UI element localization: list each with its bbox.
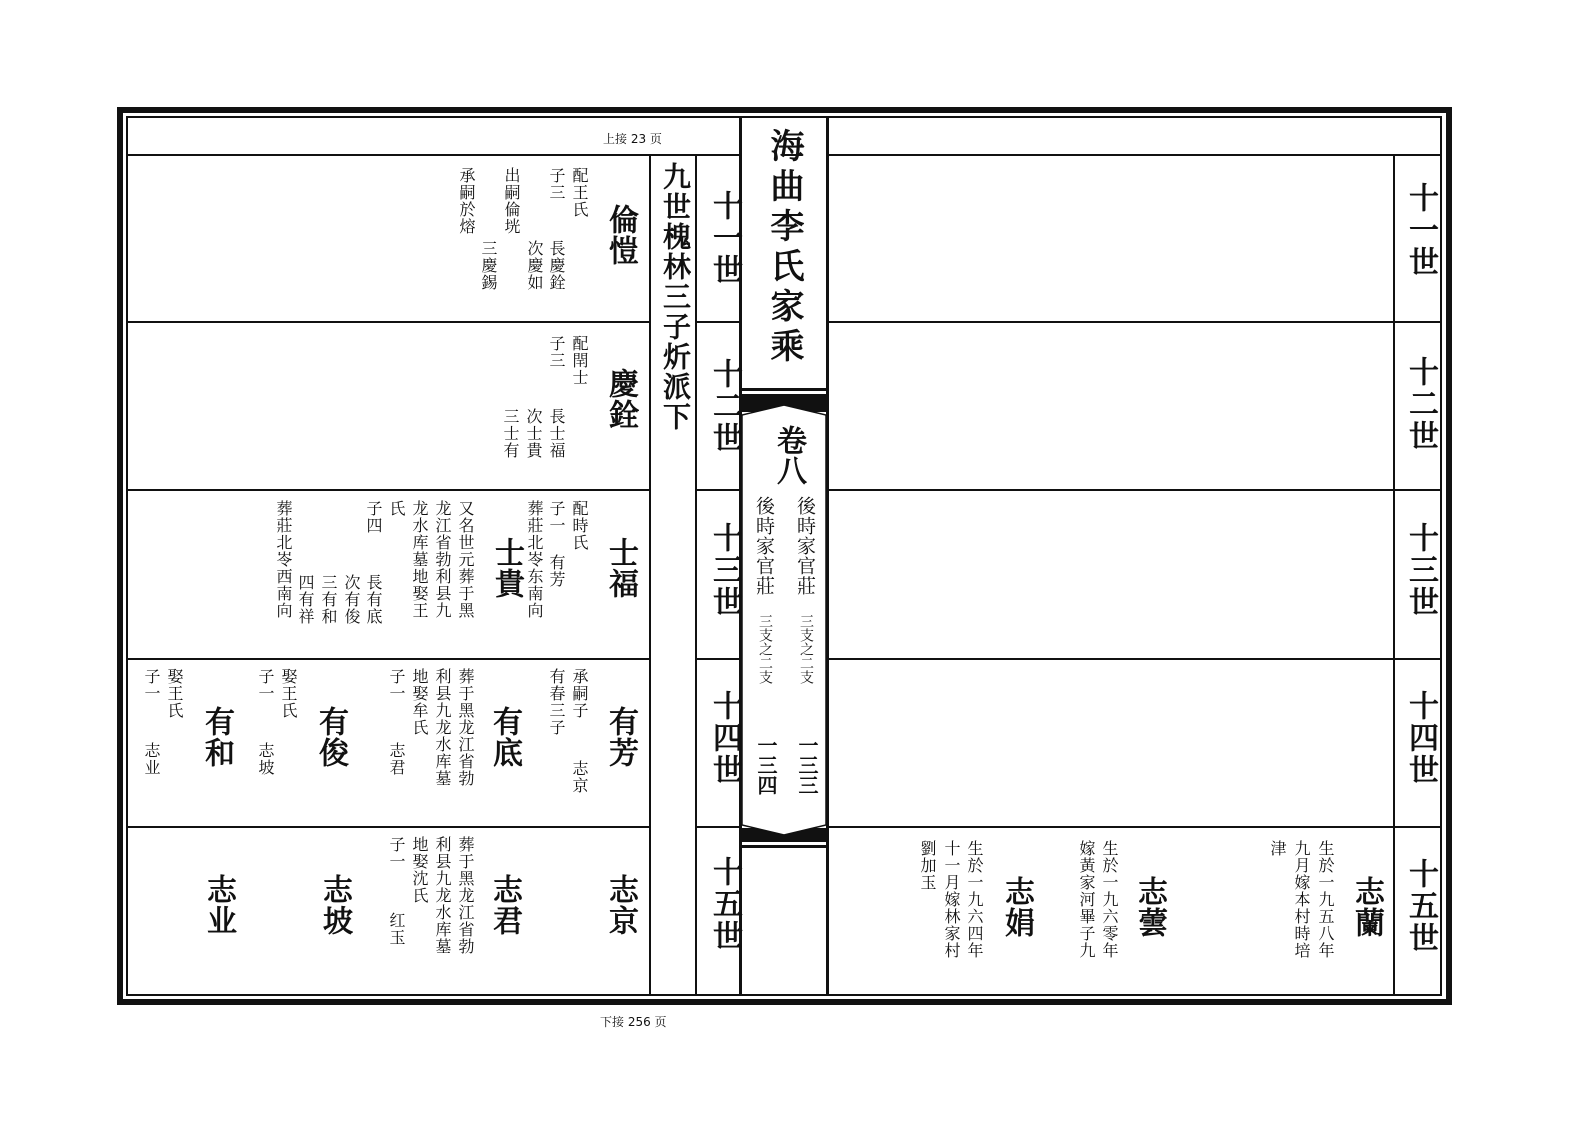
spine-right-border [826, 116, 829, 996]
person-name: 倫愷 [603, 204, 638, 266]
person-name: 志坡 [317, 874, 352, 936]
row-line [828, 321, 1442, 323]
row-line [695, 658, 739, 660]
spine-rule [742, 845, 826, 848]
son-entry: 四有祥 [296, 574, 315, 625]
sons-count: 子一 [387, 668, 406, 702]
sons-count: 子一 [142, 668, 161, 702]
person-name: 士貴 [489, 537, 524, 599]
bio-line: 葬于黑龙江省勃 [456, 668, 475, 787]
bio-line: 龙水库墓地娶王 [410, 500, 429, 619]
bio-line: 九月嫁本村時培 [1292, 840, 1311, 959]
bio-line: 生於一九六零年 [1100, 840, 1119, 959]
bio-line: 嫁黃家河畢子九 [1077, 840, 1096, 959]
person-name: 志京 [603, 874, 638, 936]
volume-label: 卷八 [771, 425, 806, 485]
adoption-text: 承嗣子 [570, 668, 589, 719]
branch-b: 後時家官莊 [753, 496, 775, 596]
row-line [695, 321, 739, 323]
person-name: 志君 [487, 874, 522, 936]
son-entry: 次士貴 [524, 408, 543, 459]
bio-line: 葬于黑龙江省勃 [456, 836, 475, 955]
son-entry: 志坡 [256, 742, 275, 776]
adoption-note: 出嗣倫垙 [502, 167, 521, 235]
top-continue-label: 上接 23 页 [603, 132, 662, 146]
sons-count: 子四 [364, 500, 383, 534]
person-name: 有俊 [313, 706, 348, 768]
bottom-continue-label: 下接 256 页 [600, 1015, 667, 1029]
person-name: 志蘭 [1349, 876, 1384, 938]
son-entry: 志君 [387, 742, 406, 776]
bio-line: 生於一九六四年 [965, 840, 984, 959]
person-name: 士福 [603, 537, 638, 599]
sons-count: 子三 [547, 167, 566, 201]
sons-count: 子一 [387, 836, 406, 870]
gen-col-left [695, 154, 697, 996]
bio-line: 龙江省勃利县九 [433, 500, 452, 619]
sons-count: 子一 [256, 668, 275, 702]
spine-rule [742, 388, 826, 391]
bio-line: 利县九龙水库墓 [433, 668, 452, 787]
person-name: 有底 [487, 706, 522, 768]
row-line [695, 489, 739, 491]
spouse-text: 配時氏 [570, 500, 589, 551]
row-line [695, 826, 739, 828]
bio-line: 十一月嫁林家村 [942, 840, 961, 959]
row-line [126, 489, 651, 491]
gen-label-right-14: 十四世 [1403, 690, 1438, 786]
son-entry: 長有底 [364, 574, 383, 625]
spouse-text: 娶王氏 [279, 668, 298, 719]
gen-label-right-13: 十三世 [1403, 522, 1438, 618]
row-line [828, 826, 1442, 828]
son-entry: 红玉 [387, 912, 406, 946]
right-header-rule [828, 154, 1442, 156]
person-name: 志蕓 [1132, 876, 1167, 938]
sons-text: 子一 有芳 [547, 500, 566, 588]
bio-line: 氏 [387, 500, 406, 517]
row-line [126, 321, 651, 323]
person-name: 志娟 [999, 876, 1034, 938]
gen-label-left-12: 十二世 [707, 358, 742, 454]
son-entry: 志京 [570, 760, 589, 794]
branch-b-sub: 三支之二支 [757, 614, 773, 684]
bio-line: 又名世元葬于黑 [456, 500, 475, 619]
son-entry: 次有俊 [342, 574, 361, 625]
gen-label-left-14: 十四世 [707, 690, 742, 786]
gen-label-right-15: 十五世 [1403, 858, 1438, 954]
person-name: 有芳 [603, 706, 638, 768]
row-line [126, 826, 651, 828]
person-name: 慶銓 [603, 368, 638, 430]
spouse-text: 娶王氏 [165, 668, 184, 719]
son-entry: 三慶錫 [479, 240, 498, 291]
lineage-col-left [649, 154, 651, 996]
bio-line: 津 [1268, 840, 1287, 857]
spouse-text: 配王氏 [570, 167, 589, 218]
sons-count: 子三 [547, 335, 566, 369]
son-entry: 三有和 [319, 574, 338, 625]
bio-line: 利县九龙水库墓 [433, 836, 452, 955]
bio-line: 地娶沈氏 [410, 836, 429, 904]
branch-a: 後時家官莊 [794, 496, 816, 596]
lineage-title: 九世槐林三子炘派下 [659, 162, 692, 432]
bio-line: 劉加玉 [918, 840, 937, 891]
son-entry: 長慶銓 [547, 240, 566, 291]
burial-text: 葬莊北岺西南向 [274, 500, 293, 619]
son-entry: 志业 [142, 742, 161, 776]
gen-label-right-12: 十二世 [1403, 356, 1438, 452]
son-entry: 次慶如 [525, 240, 544, 291]
adoption-note: 承嗣於熔 [457, 167, 476, 235]
branch-a-sub: 三支之二支 [798, 614, 814, 684]
row-line [126, 658, 651, 660]
row-line [828, 658, 1442, 660]
page-b: 一三四 [754, 735, 778, 795]
gen-label-right-11: 十一世 [1403, 182, 1438, 278]
son-entry: 長士福 [547, 408, 566, 459]
gen-label-left-13: 十三世 [707, 522, 742, 618]
son-entry: 三士有 [501, 408, 520, 459]
adoption-text: 有春三子 [547, 668, 566, 736]
person-name: 有和 [199, 706, 234, 768]
person-name: 志业 [201, 874, 236, 936]
gen-label-left-15: 十五世 [707, 856, 742, 952]
bio-line: 地娶牟氏 [410, 668, 429, 736]
gen-col-right [1393, 154, 1395, 996]
book-title: 海曲李氏家乘 [764, 128, 804, 368]
gen-label-left-11: 十一世 [707, 190, 742, 286]
row-line [828, 489, 1442, 491]
burial-text: 葬莊北岺东南向 [525, 500, 544, 619]
page-a: 一三三 [795, 735, 819, 795]
bio-line: 生於一九五八年 [1316, 840, 1335, 959]
spouse-text: 配閈士 [570, 335, 589, 386]
